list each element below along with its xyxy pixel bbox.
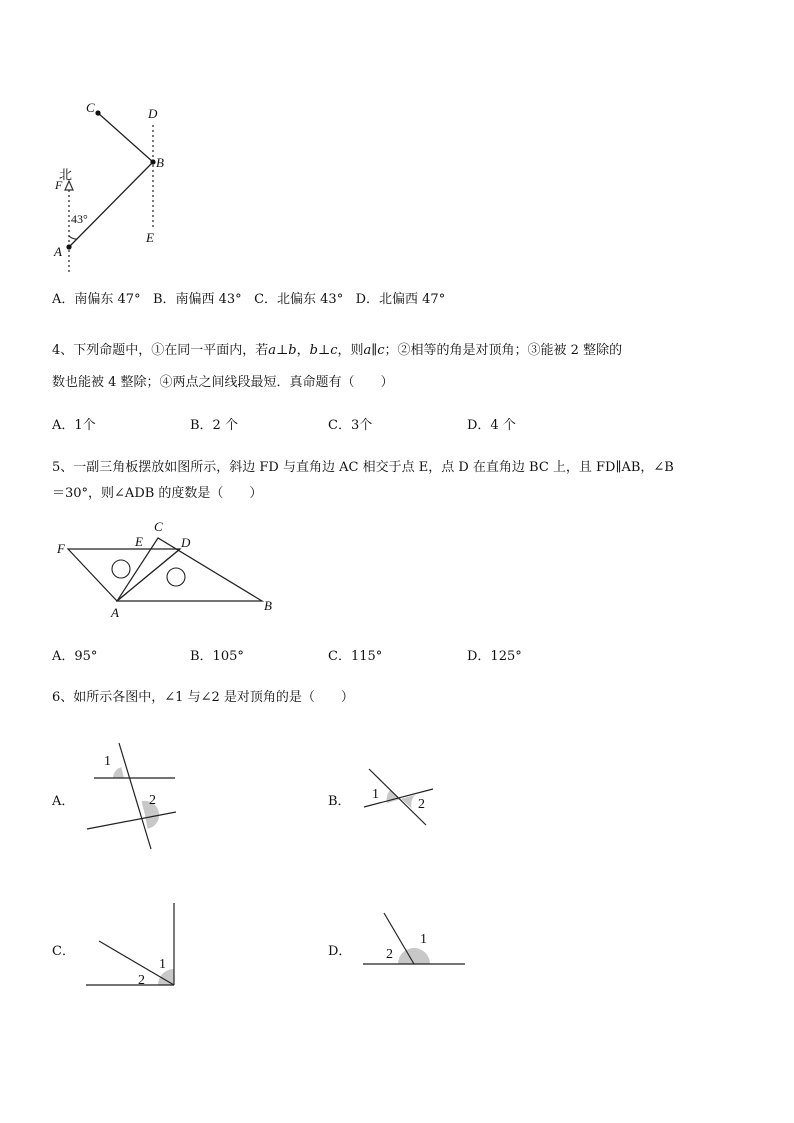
q6-c-label-2: 2 bbox=[138, 973, 145, 988]
q3-label-b: B bbox=[156, 155, 164, 170]
q5-option-a: A．95° bbox=[52, 649, 98, 664]
q5-stem-line1: 5、一副三角板摆放如图所示，斜边 FD 与直角边 AC 相交于点 E，点 D 在直角边 BC 上，且 FD∥AB，∠B bbox=[52, 460, 674, 475]
q5-label-e: E bbox=[135, 534, 143, 549]
q6-a-lower-line bbox=[87, 812, 176, 829]
q6-option-a-label: A． bbox=[52, 794, 75, 809]
q5-label-a: A bbox=[111, 605, 119, 620]
q5-label-d: D bbox=[181, 535, 191, 550]
q6-d-label-2: 2 bbox=[386, 947, 393, 962]
q5-label-b: B bbox=[264, 598, 272, 613]
q4-option-c: C．3个 bbox=[328, 418, 373, 433]
q3-label-angle: 43° bbox=[71, 212, 88, 226]
q5-label-f: F bbox=[57, 541, 65, 556]
q3-label-north: 北 bbox=[59, 167, 73, 182]
q3-label-a: A bbox=[54, 244, 62, 259]
q6-a-label-2: 2 bbox=[149, 793, 156, 808]
q6-figure-b bbox=[364, 769, 433, 825]
q6-option-b-label: B． bbox=[328, 794, 351, 809]
q4-comma: ， bbox=[296, 343, 310, 358]
q6-b-label-1: 1 bbox=[372, 787, 379, 802]
q4-option-b: B．2 个 bbox=[190, 418, 238, 433]
q5-option-b: B．105° bbox=[190, 649, 244, 664]
q6-a-angle1-fill bbox=[113, 767, 124, 778]
q6-a-label-1: 1 bbox=[104, 754, 111, 769]
q6-stem: 6、如所示各图中，∠1 与∠2 是对顶角的是（ ） bbox=[52, 690, 354, 705]
q6-c-label-1: 1 bbox=[159, 957, 166, 972]
q6-option-c-label: C． bbox=[52, 944, 75, 959]
q4-stem-part2: ；②相等的角是对顶角；③能被 2 整除的 bbox=[384, 343, 623, 358]
q4-option-d: D．4 个 bbox=[467, 418, 516, 433]
q5-option-d: D．125° bbox=[467, 649, 522, 664]
q6-figure-a bbox=[87, 743, 176, 849]
q4-var-b: b bbox=[288, 343, 297, 358]
q5-stem-line2: ＝30°，则∠ADB 的度数是（ ） bbox=[52, 486, 263, 501]
q4-perp2: ⊥ bbox=[317, 343, 331, 358]
q4-then: ，则 bbox=[337, 343, 364, 358]
q4-stem-line2: 数也能被 4 整除；④两点之间线段最短．真命题有（ ） bbox=[52, 375, 394, 390]
q3-label-e: E bbox=[146, 230, 154, 245]
q4-perp: ⊥ bbox=[276, 343, 289, 358]
q6-d-label-1: 1 bbox=[420, 932, 427, 947]
q6-a-transversal bbox=[119, 743, 151, 849]
q6-figure-c bbox=[86, 903, 174, 988]
q5-option-c: C．115° bbox=[328, 649, 383, 664]
q6-d-angle-fill bbox=[398, 948, 430, 964]
q4-stem-part1: 4、下列命题中，①在同一平面内，若 bbox=[52, 343, 269, 358]
q4-var-c: c bbox=[330, 343, 338, 358]
q3-label-d: D bbox=[148, 106, 158, 121]
q6-figure-d bbox=[363, 913, 465, 964]
q5-label-c: C bbox=[154, 519, 163, 534]
q3-options: A．南偏东 47° B．南偏西 43° C．北偏东 43° D．北偏西 47° bbox=[52, 292, 446, 307]
q3-label-f: F bbox=[55, 178, 63, 192]
q4-option-a: A．1个 bbox=[52, 418, 96, 433]
q4-parallel: ∥ bbox=[371, 343, 378, 358]
q4-var-a2: a bbox=[363, 343, 372, 358]
q4-var-b2: b bbox=[309, 343, 318, 358]
q6-b-label-2: 2 bbox=[418, 797, 425, 812]
q4-var-c2: c bbox=[377, 343, 385, 358]
q6-option-d-label: D． bbox=[328, 944, 352, 959]
q4-var-a: a bbox=[268, 343, 277, 358]
q3-label-c: C bbox=[86, 100, 95, 115]
